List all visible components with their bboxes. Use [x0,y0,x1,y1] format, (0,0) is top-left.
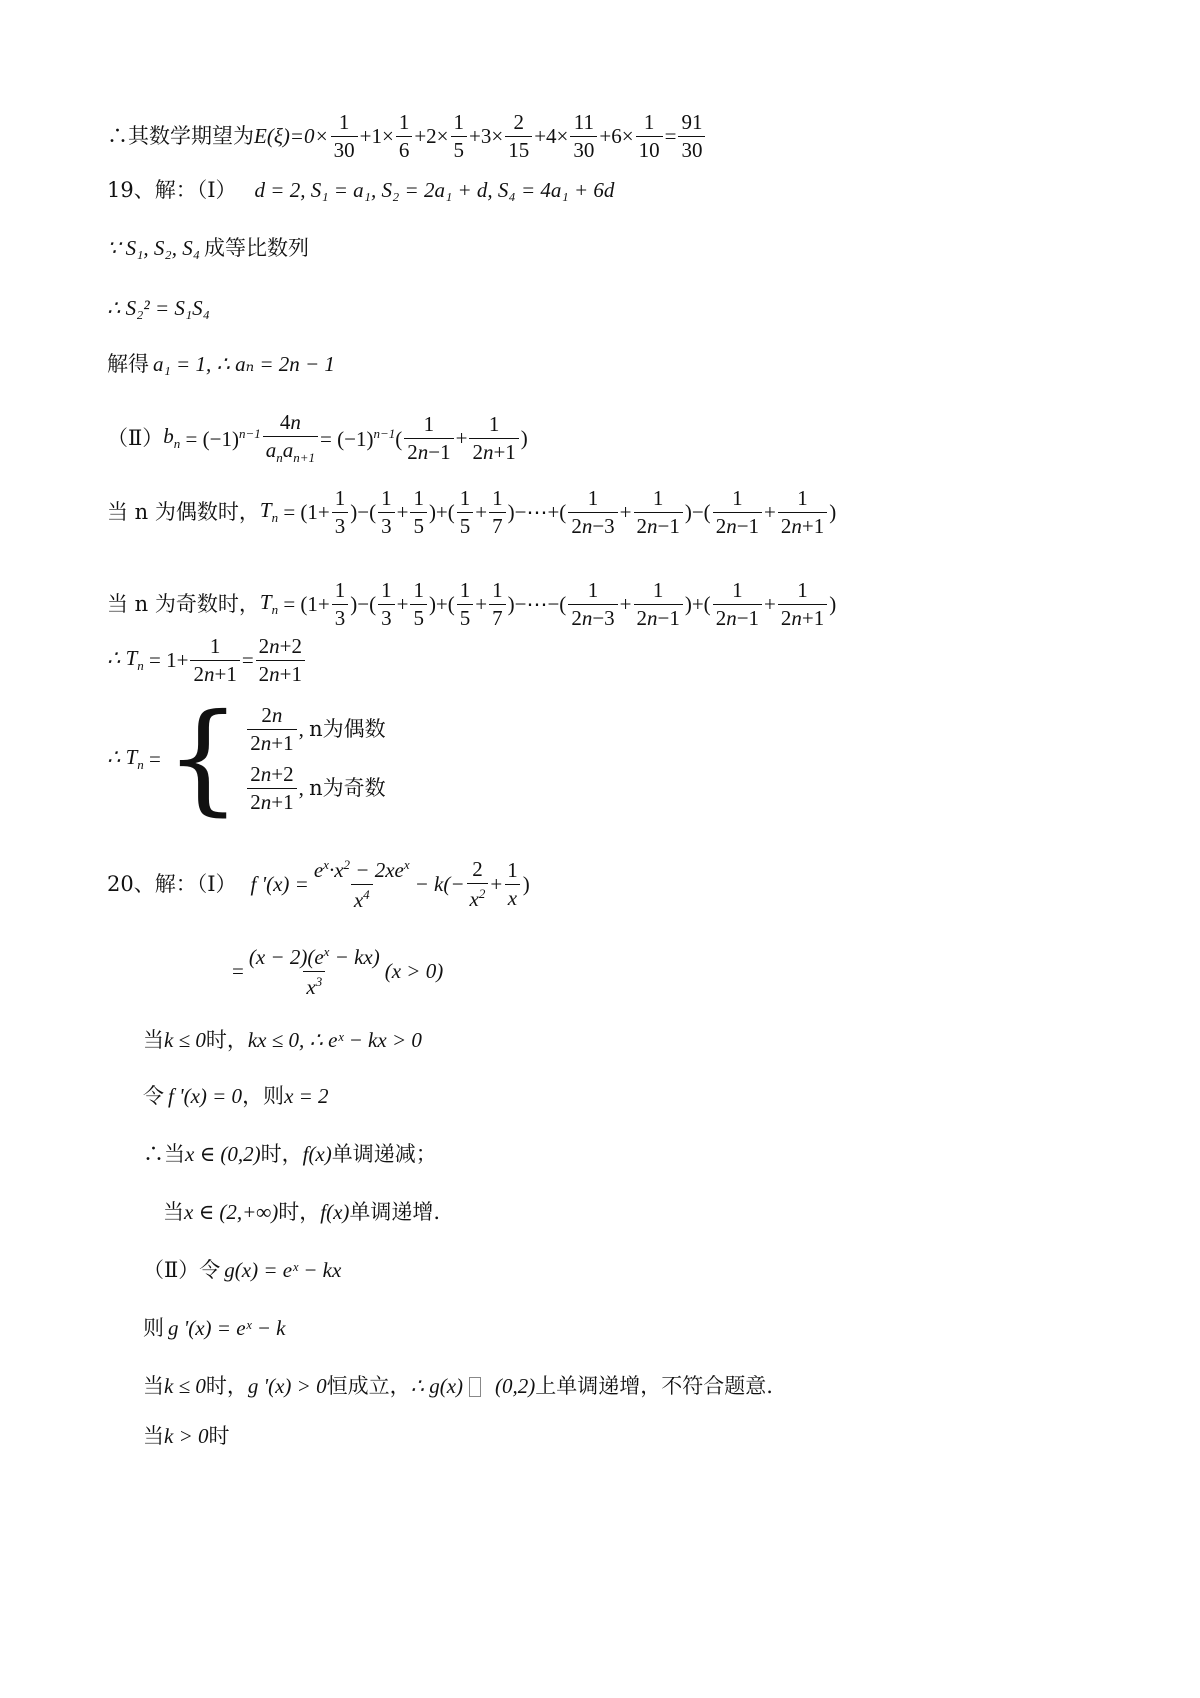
expr: f '(x) = 0 [168,1084,243,1108]
expectation-line: ∴其数学期望为 E(ξ)=0× $\frac{1}{30}$ +1× $\frac{1}{6}$ +2× $\frac{1}{5}$ +3× $\frac{2}{15}$ +4× $\frac{11}{30}$ +6× $\frac{1}{10}$ = $\frac{91}{30}$ [107,112,707,161]
problem-20-derivative: 20、解：（Ⅰ） f '(x) = $\frac{e^x\cdot x^2 - 2xe^x}{x^4}$ − k(− $\frac{2}{x^2}$ + $\frac{1}{x}$ ) [107,857,530,912]
text: 恒成立， [326,1374,411,1398]
expr: k > 0 [164,1424,209,1448]
problem-19-part-1 [107,180,614,201]
geometric-condition-expr: ∵ S₁, S₂, S₄ [107,236,201,260]
text: 时 [208,1424,230,1448]
solution-an [107,354,335,375]
expr: g '(x) = eˣ − k [168,1316,286,1340]
expr: ∴ g(x) [410,1374,464,1398]
text: 时， [278,1200,321,1224]
part-2-label: （Ⅱ） [107,425,164,450]
geometric-equation [107,298,210,319]
solution-an-expr: a₁ = 1, ∴ aₙ = 2n − 1 [153,352,335,376]
expr: f(x) [320,1200,350,1224]
expectation-expr: E(ξ)=0× [254,124,329,148]
text: 当 [143,1374,164,1398]
tn-odd-case: 当 n 为奇数时， $T_n$ = (1+ $\frac{1}{3}$ )−( $\frac{1}{3}$ + $\frac{1}{5}$ )+( $\frac{1}{5}$ + $\frac{1}{7}$ )−⋯−( $\frac{1}{2n-3}$ + $\frac{1}{2n-1}$ )+( $\frac{1}{2n-1}$ + $\frac{1}{2n+1}$ ) [107,578,837,630]
text: 当 [143,1028,164,1052]
define-g [143,1260,341,1281]
text: 单调递增. [349,1200,441,1224]
critical-point [143,1086,329,1107]
derivative-simplified: = $\frac{(x - 2)(e^x - kx)}{x^3}$ (x > 0) [232,944,444,999]
text: ，则 [242,1084,285,1108]
case-k-positive [143,1426,230,1447]
geometric-condition-text: 成等比数列 [204,236,310,260]
expr: x = 2 [284,1084,329,1108]
expr: g '(x) > 0 [247,1374,327,1398]
expr: (0,2) [495,1374,536,1398]
tn-even-text: 当 n 为偶数时， [107,500,260,524]
g-derivative [143,1318,285,1339]
text: 当 [143,1424,164,1448]
expr: kx ≤ 0, ∴ eˣ − kx > 0 [247,1028,422,1052]
geometric-condition [107,238,309,259]
geometric-equation-expr: ∴ S₂² = S₁S₄ [107,296,210,320]
case-odd-label: n为奇数 [309,776,386,800]
expr: g(x) = eˣ − kx [224,1258,342,1282]
expr: x ∈ (2,+∞) [184,1200,279,1224]
expr: k ≤ 0 [164,1028,206,1052]
tn-even-case: 当 n 为偶数时， $T_n$ = (1+ $\frac{1}{3}$ )−( $\frac{1}{3}$ + $\frac{1}{5}$ )+( $\frac{1}{5}$ + $\frac{1}{7}$ )−⋯+( $\frac{1}{2n-3}$ + $\frac{1}{2n-1}$ )−( $\frac{1}{2n-1}$ + $\frac{1}{2n+1}$ ) [107,486,837,538]
text: （Ⅱ）令 [143,1258,221,1282]
decreasing-interval [143,1144,437,1165]
solution-an-text: 解得 [107,352,149,376]
problem-19-label: 19、解：（Ⅰ） [107,178,237,202]
expectation-prefix: ∴其数学期望为 [107,124,254,148]
problem-20-label: 20、解：（Ⅰ） [107,872,237,896]
bn-formula: （Ⅱ） $b_n$ = $(-1)^{n-1}$ $\frac{4n}{a_na_{n+1}}$ = $(-1)^{n-1}$( $\frac{1}{2n-1}$ + $\frac{1}{2n+1}$ ) [107,410,528,466]
tn-odd-text: 当 n 为奇数时， [107,592,260,616]
text: ∴当 [143,1142,185,1166]
expr: k ≤ 0 [164,1374,206,1398]
text: 当 [163,1200,184,1224]
text: 令 [143,1084,164,1108]
text: 上单调递增，不符合题意. [535,1374,773,1398]
text: 时， [205,1374,248,1398]
text: 时， [205,1028,248,1052]
tn-piecewise: ∴ $T_n$ = { $\frac{2n}{2n+1}$ , n为偶数 $\frac{2n+2}{2n+1}$ , n为奇数 [107,689,386,828]
text: 时， [260,1142,303,1166]
text: 则 [143,1316,164,1340]
text: 单调递减； [331,1142,437,1166]
case-k-nonpositive [143,1030,422,1051]
expr: x ∈ (0,2) [185,1142,261,1166]
increasing-interval [163,1202,440,1223]
g-monotonic-case [143,1376,773,1397]
tn-odd-result: ∴ $T_n$ = 1+ $\frac{1}{2n+1}$ = $\frac{2n+2}{2n+1}$ [107,636,307,685]
expr: f(x) [302,1142,332,1166]
problem-19-setup: d = 2, S₁ = a₁, S₂ = 2a₁ + d, S₄ = 4a₁ + 6d [254,178,615,202]
missing-glyph-box [469,1377,481,1397]
case-even-label: n为偶数 [309,717,386,741]
